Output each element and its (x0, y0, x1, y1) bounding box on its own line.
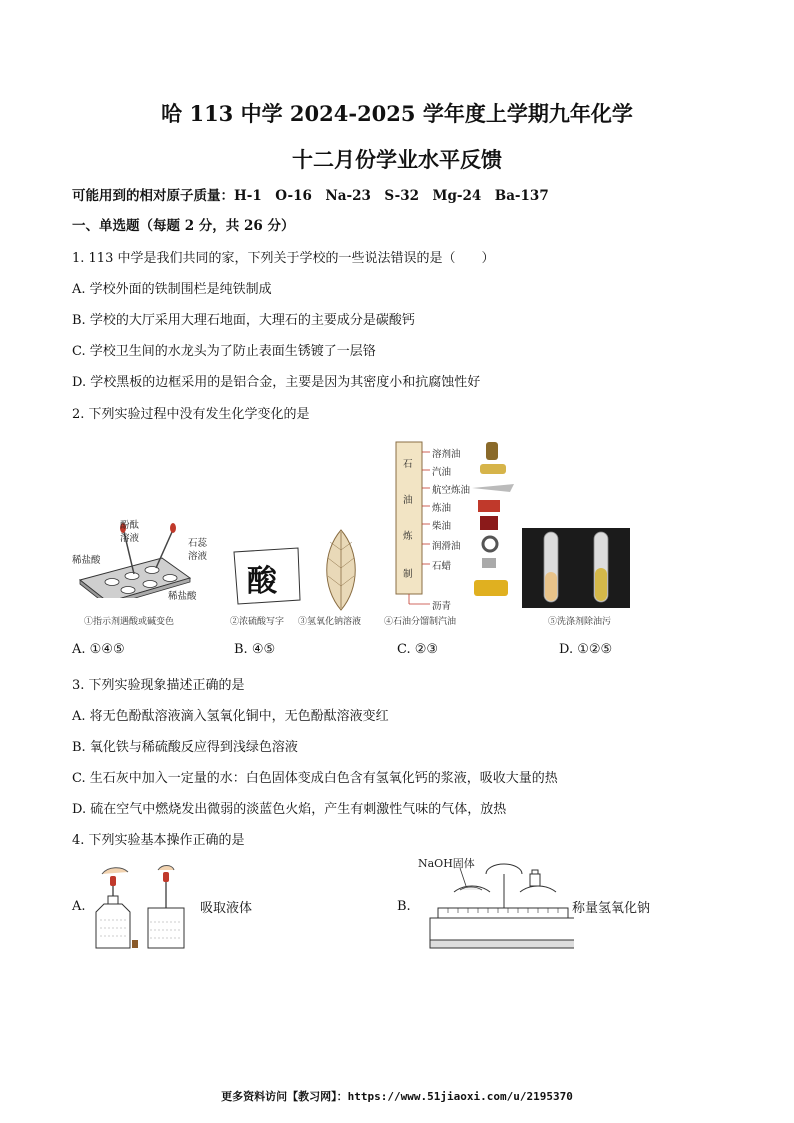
q1-option-d: D. 学校黑板的边框采用的是铝合金，主要是因为其密度小和抗腐蚀性好 (72, 375, 481, 390)
product-8: 沥青 (432, 601, 452, 612)
q1-stem: 1. 113 中学是我们共同的家，下列关于学校的一些说法错误的是（ ） (72, 251, 495, 266)
column-char-1: 石 (403, 459, 413, 470)
caption-fig1: ①指示剂遇酸或碱变色 (84, 617, 175, 627)
product-4: 炼油 (432, 503, 452, 514)
label-dilute-hcl-right: 稀盐酸 (168, 591, 197, 602)
column-char-2: 油 (403, 495, 413, 506)
q2-option-b: B. ④⑤ (234, 642, 276, 657)
balance-drawing (424, 852, 574, 952)
q2-option-d: D. ①②⑤ (559, 642, 613, 657)
product-7: 石蜡 (432, 561, 452, 572)
q4-option-a-text: 吸取液体 (200, 901, 253, 916)
q3-option-c: C. 生石灰中加入一定量的水：白色固体变成白色含有氢氧化钙的浆液，吸收大量的热 (72, 771, 558, 786)
q4-option-b-text: 称量氢氧化钠 (572, 901, 651, 916)
caption-fig4: ④石油分馏制汽油 (384, 617, 457, 627)
leaf-drawing (320, 528, 362, 612)
footer-link[interactable]: 更多资料访问【教习网】：https://www.51jiaoxi.com/u/2195370 (221, 1090, 573, 1103)
column-char-4: 制 (403, 569, 413, 580)
figure-dropper (88, 864, 192, 952)
column-char-3: 炼 (403, 531, 413, 542)
title-line-1: 哈 113 中学 2024-2025 学年度上学期九年化学 (161, 101, 633, 126)
q2-option-a: A. ①④⑤ (72, 642, 125, 657)
caption-fig2: ②浓硫酸写字 (230, 617, 285, 627)
q2-option-c: C. ②③ (397, 642, 439, 657)
atomic-masses: 可能用到的相对原子质量：H-1 O-16 Na-23 S-32 Mg-24 Ba-137 (72, 188, 549, 204)
q4-stem: 4. 下列实验基本操作正确的是 (72, 833, 245, 848)
label-litmus-solution: 溶液 (188, 551, 208, 562)
caption-fig3: ③氢氧化钠溶液 (298, 617, 362, 627)
q2-stem: 2. 下列实验过程中没有发生化学变化的是 (72, 407, 310, 422)
product-6: 润滑油 (432, 541, 461, 552)
product-5: 柴油 (432, 521, 452, 532)
q1-option-b: B. 学校的大厅采用大理石地面，大理石的主要成分是碳酸钙 (72, 313, 415, 328)
figure-test-tubes-photo (522, 528, 630, 608)
figure-leaf-vein (320, 528, 362, 612)
label-phenolphthalein: 酚酞 (120, 520, 140, 531)
caption-fig5: ⑤洗涤剂除油污 (548, 617, 612, 627)
product-3: 航空炼油 (432, 485, 471, 496)
label-phenolphthalein-solution: 溶液 (120, 533, 140, 544)
naoh-label: NaOH固体 (418, 857, 475, 870)
label-litmus: 石蕊 (188, 538, 208, 549)
test-tubes-drawing (522, 528, 630, 608)
q3-option-d: D. 硫在空气中燃烧发出微弱的淡蓝色火焰，产生有刺激性气味的气体，放热 (72, 802, 507, 817)
product-1: 溶剂油 (432, 449, 461, 460)
q3-stem: 3. 下列实验现象描述正确的是 (72, 678, 245, 693)
q4-option-a-letter: A. (72, 899, 86, 914)
written-char: 酸 (247, 564, 277, 599)
dropper-drawing (88, 864, 192, 952)
section-heading: 一、单选题（每题 2 分，共 26 分） (72, 218, 295, 234)
q3-option-b: B. 氧化铁与稀硫酸反应得到浅绿色溶液 (72, 740, 298, 755)
label-dilute-hcl-left: 稀盐酸 (72, 555, 101, 566)
q1-option-c: C. 学校卫生间的水龙头为了防止表面生锈镀了一层铬 (72, 344, 376, 359)
q4-option-b-letter: B. (397, 899, 411, 914)
title-line-2: 十二月份学业水平反馈 (292, 147, 502, 172)
q1-option-a: A. 学校外面的铁制围栏是纯铁制成 (72, 282, 272, 297)
q3-option-a: A. 将无色酚酞溶液滴入氢氧化铜中，无色酚酞溶液变红 (72, 709, 389, 724)
figure-balance (424, 852, 574, 952)
product-2: 汽油 (432, 467, 452, 478)
